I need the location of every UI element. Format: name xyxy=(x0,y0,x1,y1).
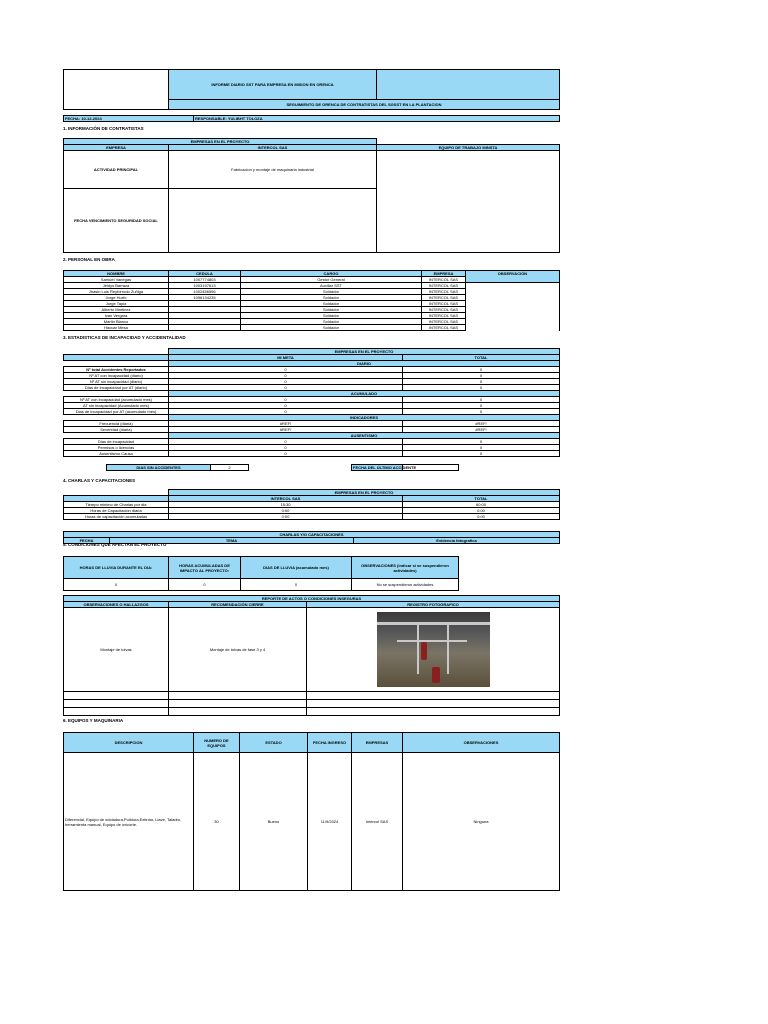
social-security-value xyxy=(169,189,377,253)
stats-company: MI META xyxy=(169,355,403,361)
rain-days-label: DIAS DE LLUVIA (acumulado mes) xyxy=(241,557,352,579)
table-row: Martin Blanco Soldador INTERCOL SAS xyxy=(64,319,560,325)
talks-table xyxy=(63,489,560,520)
section-4-title: 4. CHARLAS Y CAPACITACIONES xyxy=(63,478,136,483)
table-row: Hacuar Mesa Soldador INTERCOL SAS xyxy=(64,325,560,331)
table-row xyxy=(64,753,560,891)
section-5-title: 5. CONDICIONES QUE AFECTAN EL PROYECTO xyxy=(63,542,167,547)
table-row: Dias de incapacidad 0 0 xyxy=(64,439,560,445)
equip-col-obs: OBSERVACIONES xyxy=(403,733,560,753)
social-security-label: FECHA VENCIMIENTO SEGURIDAD SOCIAL xyxy=(64,189,169,253)
section-2-title: 2. PERSONAL EN OBRA xyxy=(63,257,115,262)
section-1-title: 1. INFORMACIÓN DE CONTRATISTAS xyxy=(63,126,144,131)
main-activity-value: Fabricacion y montaje de maquinaria industrial xyxy=(169,151,377,189)
equip-col-date: FECHA INGRESO xyxy=(308,733,352,753)
stats-absence-label: AUSENTISMO xyxy=(169,433,560,439)
table-row: Ivan Vergara Soldador INTERCOL SAS xyxy=(64,313,560,319)
table-row: Horas de capacitación acumuladas 0:00 0:00 xyxy=(64,514,560,520)
charlas-label: CHARLAS Y/O CAPACITACIONES xyxy=(64,532,560,538)
team-col: EQUIPO DE TRABAJO MINSTA xyxy=(377,145,560,151)
equip-date: 11/9/2024 xyxy=(308,753,352,891)
unsafe-col-recommendation: RECOMENDACIÓN CIERRE xyxy=(169,602,307,608)
table-row: Jorge Tapia Soldador INTERCOL SAS xyxy=(64,301,560,307)
equip-company: Intercol SAS xyxy=(352,753,403,891)
unsafe-col-findings: OBSERVACIONES O HALLAZGOS xyxy=(64,602,169,608)
rain-hours-value: 0 xyxy=(64,579,169,591)
last-accident-label: FECHA DEL ÚLTIMO ACCIDENTE xyxy=(353,465,417,470)
equip-col-desc: DESCRIPCION xyxy=(64,733,194,753)
report-header xyxy=(63,69,560,110)
equip-col-company: EMPRESAS xyxy=(352,733,403,753)
unsafe-recommendation-value: Montaje de tolvas de fase 3 y 4 xyxy=(169,608,307,692)
personnel-col-obs: OBSERVACIÓN xyxy=(466,271,560,283)
equip-count: 30 xyxy=(194,753,240,891)
unsafe-col-photo: REGISTRO FOTOGRAFICO xyxy=(307,602,560,608)
charlas-col-topic: TEMA xyxy=(110,538,354,544)
unsafe-finding-value: Montaje de tolvas xyxy=(64,608,169,692)
personnel-table xyxy=(63,270,560,331)
company-col: EMPRESA xyxy=(64,145,169,151)
table-row: Nº AT sin incapacidad (diario) 0 0 xyxy=(64,379,560,385)
main-activity-label: ACTIVIDAD PRINCIPAL xyxy=(64,151,169,189)
stats-accum-label: ACUMULADO xyxy=(169,391,560,397)
conditions-table xyxy=(63,556,459,591)
equipment-table xyxy=(63,732,560,891)
stats-indicators-label: INDICADORES xyxy=(169,415,560,421)
days-label: DIAS SIN ACCIDENTES xyxy=(107,465,211,471)
days-value: 2 xyxy=(211,465,249,471)
table-row: Ausentismo Causa 0 0 xyxy=(64,451,560,457)
table-row: Samuel Vanegas 1007774803 Gestor General INTERCOL SAS xyxy=(64,277,560,283)
company-name: INTERCOL SAS xyxy=(169,145,377,151)
table-row: AT sin incapacidad (Acumulado mes) 0 0 xyxy=(64,403,560,409)
table-row: Nº AT con incapacidad (diario) 0 0 xyxy=(64,373,560,379)
talks-company: INTERCOL SAS xyxy=(169,496,403,502)
conditions-obs-label: OBSERVACIONES (indicar si se suspendieron actividades) xyxy=(352,557,459,579)
table-row: Nº total Accidentes Reportados 0 0 xyxy=(64,367,560,373)
table-row: Tiempo minimo de Charlas por dia 15:30 60:00 xyxy=(64,502,560,508)
table-row: Horas de Capacitación diaria 0:00 0:00 xyxy=(64,508,560,514)
stats-companies-label: EMPRESAS EN EL PROYECTO xyxy=(169,349,560,355)
header-blank xyxy=(377,70,560,100)
table-row: Alberto Martinez Soldador INTERCOL SAS xyxy=(64,307,560,313)
unsafe-acts-title: REPORTE DE ACTOS O CONDICIONES INSEGURAS xyxy=(64,596,560,602)
days-without-accidents xyxy=(106,464,249,471)
talks-companies-label: EMPRESAS EN EL PROYECTO xyxy=(169,490,560,496)
impact-hours-label: HORAS ACUMULADAS DE IMPACTO AL PROYECTO: xyxy=(169,557,241,579)
personnel-col-company: EMPRESA xyxy=(422,271,466,277)
logo-cell xyxy=(64,70,169,110)
stats-daily-label: DIARIO xyxy=(169,361,560,367)
table-row: Dias de incapacidad por AT (acumulado mes) 0 0 xyxy=(64,409,560,415)
site-photo xyxy=(377,612,490,687)
table-row: Jorge Hurfo 1096134235 Soldador INTERCOL SAS xyxy=(64,295,560,301)
section-3-title: 3. ESTADISTICAS DE INCAPACIDAD Y ACCIDENTALIDAD xyxy=(63,335,186,340)
rain-hours-label: HORAS DE LLUVIA DURANTE EL DIA: xyxy=(64,557,169,579)
table-row: Jeidys Barraza 1003197613 Auxiliar SST INTERCOL SAS xyxy=(64,283,560,289)
personnel-col-id: CEDULA xyxy=(169,271,241,277)
section-6-title: 6. EQUIPOS Y MAQUINARIA xyxy=(63,718,124,723)
equip-status: Bueno xyxy=(240,753,308,891)
table-row: Severidad (diaria) #REF! #REF! xyxy=(64,427,560,433)
talks-total: TOTAL xyxy=(403,496,560,502)
equip-col-count: NUMERO DE EQUIPOS xyxy=(194,733,240,753)
impact-hours-value: 0 xyxy=(169,579,241,591)
companies-label: EMPRESAS EN EL PROYECTO xyxy=(64,139,377,145)
charlas-col-date: FECHA xyxy=(64,538,110,544)
report-responsible: RESPONSABLE: YULIBHT TOLOZA xyxy=(194,116,560,122)
stats-total: TOTAL xyxy=(403,355,560,361)
charlas-col-evidence: Evidencia fotografica xyxy=(354,538,560,544)
team-cell xyxy=(377,151,560,253)
table-row: Nº AT con incapacidad (acumulado mes) 0 0 xyxy=(64,397,560,403)
personnel-col-role: CARGO xyxy=(241,271,422,277)
equip-obs: Ninguna xyxy=(403,753,560,891)
table-row: Frecuencia (diaria) #REF! #REF! xyxy=(64,421,560,427)
report-title: INFORME DIARIO SST PARA EMPRESA EN MISION EN ORENCA xyxy=(169,70,377,100)
equip-desc: Diferencial, Equipo de soldadura,Pulidora,Extintor, Llave, Taladro, herramienta manual, Equipo de oxicorte. xyxy=(64,753,194,891)
unsafe-acts-table xyxy=(63,595,560,716)
report-subtitle: SEGUIMIENTO DE ORENCA DE CONTRATISTAS DEL SGSST EN LA PLANTACION xyxy=(169,100,560,110)
table-row: Permisos o licencias 0 0 xyxy=(64,445,560,451)
conditions-obs-value: No se suspendieron actividades xyxy=(352,579,459,591)
last-accident xyxy=(351,464,459,471)
personnel-col-name: NOMBRE xyxy=(64,271,169,277)
report-date: FECHA: 10-12-2024 xyxy=(64,116,194,122)
rain-days-value: 0 xyxy=(241,579,352,591)
date-row xyxy=(63,115,560,122)
unsafe-photo-cell xyxy=(307,608,560,692)
equip-col-status: ESTADO xyxy=(240,733,308,753)
contractors-table xyxy=(63,138,560,253)
table-row: Dias de incapacidad por AT (diario) 0 0 xyxy=(64,385,560,391)
stats-table xyxy=(63,348,560,457)
table-row: Jhasin Luis Reyforrodo Zuñiga 1002456596 Soldador INTERCOL SAS xyxy=(64,289,560,295)
